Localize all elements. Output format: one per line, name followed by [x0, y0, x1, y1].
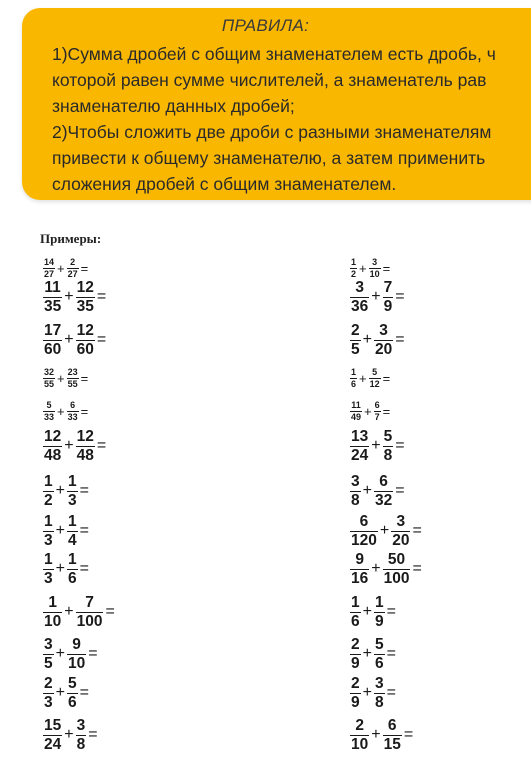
- second-fraction: [369, 258, 381, 279]
- rule-line-4: 2)Чтобы сложить две дроби с разными знаменателям: [52, 122, 492, 142]
- second-fraction-numerator: 2: [70, 256, 76, 267]
- second-fraction-denominator: 10: [369, 268, 380, 279]
- rule-line-6: сложения дробей с общим знаменателем.: [52, 174, 397, 194]
- first-fraction-denominator: 9: [351, 654, 360, 672]
- second-fraction-numerator: 6: [70, 399, 76, 410]
- second-fraction-denominator: 8: [374, 693, 384, 711]
- plus-sign: +: [364, 403, 372, 419]
- first-fraction: [43, 595, 62, 629]
- first-fraction-numerator: 1: [44, 513, 53, 530]
- equals-sign: =: [79, 560, 89, 577]
- second-fraction-denominator: 35: [76, 297, 94, 315]
- plus-sign: +: [359, 370, 367, 386]
- exercise-right-5: [350, 401, 390, 422]
- first-fraction: [43, 429, 62, 463]
- second-fraction-denominator: 3: [67, 491, 77, 509]
- plus-sign: +: [371, 560, 381, 577]
- first-fraction: [43, 676, 54, 710]
- first-fraction: [350, 474, 361, 508]
- plus-sign: +: [379, 522, 390, 539]
- first-fraction-denominator: 9: [351, 693, 360, 711]
- first-fraction-numerator: 15: [44, 717, 62, 734]
- plus-sign: +: [362, 331, 372, 348]
- first-fraction-denominator: 33: [44, 411, 55, 422]
- second-fraction-denominator: 20: [392, 531, 410, 549]
- equals-sign: =: [79, 522, 89, 539]
- first-fraction: [350, 401, 362, 422]
- rule-line-3: знаменателю данных дробей;: [52, 96, 295, 116]
- first-fraction-denominator: 27: [44, 268, 55, 279]
- first-fraction-denominator: 10: [351, 735, 369, 753]
- first-fraction-numerator: 2: [351, 636, 360, 653]
- first-fraction: [350, 280, 369, 314]
- first-fraction-numerator: 2: [44, 675, 53, 692]
- first-fraction-denominator: 35: [44, 297, 62, 315]
- exercise-right-2: [350, 280, 405, 314]
- equals-sign: =: [403, 726, 414, 743]
- second-fraction-denominator: 12: [369, 378, 380, 389]
- second-fraction-denominator: 27: [67, 268, 78, 279]
- first-fraction: [43, 514, 54, 548]
- exercise-left-8: [43, 514, 89, 548]
- second-fraction: [374, 676, 385, 710]
- plus-sign: +: [362, 603, 372, 620]
- plus-sign: +: [64, 603, 74, 620]
- second-fraction: [67, 368, 79, 389]
- second-fraction-numerator: 1: [67, 513, 77, 530]
- first-fraction-numerator: 2: [351, 675, 360, 692]
- plus-sign: +: [57, 260, 65, 276]
- first-fraction-numerator: 2: [351, 322, 360, 339]
- exercise-left-9: [43, 552, 89, 586]
- equals-sign: =: [80, 403, 89, 419]
- first-fraction-numerator: 3: [351, 473, 360, 490]
- second-fraction: [67, 552, 78, 586]
- first-fraction-numerator: 14: [44, 256, 55, 267]
- second-fraction: [67, 514, 78, 548]
- plus-sign: +: [55, 560, 65, 577]
- first-fraction-denominator: 55: [44, 378, 55, 389]
- second-fraction: [383, 280, 394, 314]
- first-fraction-denominator: 16: [351, 569, 369, 587]
- first-fraction: [350, 323, 361, 357]
- exercise-right-7: [350, 474, 405, 508]
- exercise-right-1: [350, 258, 390, 279]
- second-fraction-denominator: 9: [374, 612, 384, 630]
- first-fraction-numerator: 3: [44, 636, 53, 653]
- examples-label: Примеры:: [40, 231, 102, 246]
- second-fraction: [76, 323, 95, 357]
- exercise-right-9: [350, 552, 422, 586]
- first-fraction-numerator: 1: [44, 551, 53, 568]
- exercise-right-12: [350, 676, 396, 710]
- first-fraction-numerator: 32: [44, 366, 55, 377]
- second-fraction-denominator: 9: [383, 297, 393, 315]
- exercise-right-10: [350, 595, 396, 629]
- second-fraction-numerator: 6: [387, 717, 397, 734]
- second-fraction: [383, 552, 411, 586]
- second-fraction-denominator: 100: [383, 569, 410, 587]
- first-fraction-numerator: 1: [44, 473, 53, 490]
- first-fraction: [43, 401, 55, 422]
- second-fraction-numerator: 1: [67, 551, 77, 568]
- second-fraction: [67, 676, 78, 710]
- second-fraction-denominator: 100: [76, 612, 103, 630]
- equals-sign: =: [96, 437, 107, 454]
- first-fraction-numerator: 1: [48, 594, 57, 611]
- second-fraction-numerator: 5: [67, 675, 77, 692]
- first-fraction-numerator: 13: [351, 428, 369, 445]
- second-fraction-numerator: 7: [383, 279, 393, 296]
- second-fraction-denominator: 33: [67, 411, 78, 422]
- first-fraction: [43, 637, 54, 671]
- exercise-left-5: [43, 401, 88, 422]
- second-fraction: [369, 368, 381, 389]
- equals-sign: =: [88, 645, 98, 662]
- second-fraction-denominator: 15: [383, 735, 401, 753]
- first-fraction: [43, 368, 55, 389]
- second-fraction: [374, 595, 385, 629]
- first-fraction: [350, 676, 361, 710]
- second-fraction-numerator: 5: [372, 366, 378, 377]
- plus-sign: +: [55, 522, 65, 539]
- exercise-left-4: [43, 368, 88, 389]
- first-fraction: [350, 595, 361, 629]
- second-fraction-numerator: 50: [387, 551, 406, 568]
- first-fraction-denominator: 36: [351, 297, 369, 315]
- plus-sign: +: [64, 437, 74, 454]
- second-fraction-denominator: 8: [383, 446, 393, 464]
- second-fraction-denominator: 60: [76, 340, 94, 358]
- exercise-right-13: [350, 718, 413, 752]
- equals-sign: =: [386, 645, 396, 662]
- second-fraction-numerator: 3: [76, 717, 86, 734]
- first-fraction: [43, 552, 54, 586]
- exercise-left-1: [43, 258, 88, 279]
- second-fraction-denominator: 7: [374, 411, 380, 422]
- first-fraction: [43, 718, 62, 752]
- second-fraction-numerator: 12: [76, 322, 94, 339]
- exercise-right-4: [350, 368, 390, 389]
- rule-line-1: 1)Сумма дробей с общим знаменателем есть дробь, ч: [52, 44, 496, 64]
- second-fraction: [76, 280, 95, 314]
- second-fraction-denominator: 6: [67, 569, 77, 587]
- equals-sign: =: [80, 260, 89, 276]
- second-fraction-numerator: 3: [372, 256, 378, 267]
- second-fraction: [374, 474, 393, 508]
- first-fraction-denominator: 8: [351, 491, 360, 509]
- second-fraction: [374, 401, 381, 422]
- first-fraction-denominator: 10: [44, 612, 62, 630]
- second-fraction: [67, 258, 79, 279]
- plus-sign: +: [359, 260, 367, 276]
- exercise-right-6: [350, 429, 405, 463]
- first-fraction-denominator: 24: [44, 735, 62, 753]
- second-fraction: [391, 514, 410, 548]
- second-fraction-denominator: 6: [374, 654, 384, 672]
- first-fraction-denominator: 2: [44, 491, 53, 509]
- plus-sign: +: [64, 726, 74, 743]
- plus-sign: +: [57, 370, 65, 386]
- second-fraction-denominator: 4: [67, 531, 77, 549]
- plus-sign: +: [362, 684, 372, 701]
- second-fraction-numerator: 5: [383, 428, 393, 445]
- equals-sign: =: [88, 726, 98, 743]
- second-fraction-denominator: 8: [76, 735, 86, 753]
- equals-sign: =: [395, 288, 405, 305]
- first-fraction: [43, 280, 62, 314]
- exercise-left-12: [43, 676, 89, 710]
- exercise-left-10: [43, 595, 115, 629]
- second-fraction-denominator: 20: [374, 340, 393, 358]
- first-fraction: [43, 474, 54, 508]
- second-fraction: [383, 718, 402, 752]
- first-fraction-numerator: 12: [44, 428, 62, 445]
- first-fraction-numerator: 17: [44, 322, 62, 339]
- equals-sign: =: [412, 522, 422, 539]
- first-fraction-denominator: 5: [351, 340, 360, 358]
- first-fraction-numerator: 1: [351, 366, 357, 377]
- plus-sign: +: [371, 288, 381, 305]
- plus-sign: +: [362, 645, 372, 662]
- first-fraction-denominator: 3: [44, 693, 53, 711]
- equals-sign: =: [386, 603, 396, 620]
- first-fraction-denominator: 24: [351, 446, 369, 464]
- first-fraction: [43, 258, 55, 279]
- plus-sign: +: [57, 403, 65, 419]
- second-fraction-numerator: 9: [72, 636, 81, 653]
- exercise-right-11: [350, 637, 396, 671]
- plus-sign: +: [55, 645, 65, 662]
- plus-sign: +: [55, 482, 65, 499]
- first-fraction-denominator: 120: [351, 531, 377, 549]
- first-fraction: [350, 429, 369, 463]
- second-fraction: [76, 718, 87, 752]
- equals-sign: =: [80, 370, 89, 386]
- second-fraction: [383, 429, 394, 463]
- first-fraction: [350, 718, 369, 752]
- exercise-left-13: [43, 718, 98, 752]
- exercise-left-3: [43, 323, 106, 357]
- plus-sign: +: [371, 437, 381, 454]
- equals-sign: =: [382, 403, 391, 419]
- first-fraction-denominator: 49: [351, 411, 362, 422]
- first-fraction-denominator: 5: [44, 654, 53, 672]
- second-fraction: [67, 401, 79, 422]
- second-fraction-denominator: 48: [76, 446, 94, 464]
- first-fraction-numerator: 11: [351, 399, 361, 410]
- first-fraction-denominator: 60: [44, 340, 62, 358]
- first-fraction: [43, 323, 62, 357]
- first-fraction-denominator: 3: [44, 531, 53, 549]
- second-fraction-numerator: 3: [374, 675, 384, 692]
- second-fraction-numerator: 12: [76, 279, 94, 296]
- first-fraction-numerator: 1: [351, 594, 360, 611]
- first-fraction-denominator: 6: [351, 612, 360, 630]
- first-fraction: [350, 258, 357, 279]
- equals-sign: =: [382, 260, 391, 276]
- second-fraction-numerator: 3: [396, 513, 406, 530]
- first-fraction-denominator: 3: [44, 569, 53, 587]
- second-fraction: [76, 429, 95, 463]
- equals-sign: =: [96, 331, 107, 348]
- second-fraction: [76, 595, 104, 629]
- second-fraction-numerator: 6: [379, 473, 388, 490]
- first-fraction: [350, 368, 357, 389]
- first-fraction: [350, 552, 369, 586]
- second-fraction-numerator: 1: [67, 473, 77, 490]
- equals-sign: =: [412, 560, 422, 577]
- second-fraction-denominator: 55: [67, 378, 78, 389]
- second-fraction-numerator: 5: [374, 636, 384, 653]
- rules-title: ПРАВИЛА:: [221, 16, 310, 35]
- plus-sign: +: [64, 331, 74, 348]
- second-fraction-denominator: 6: [67, 693, 77, 711]
- second-fraction-numerator: 3: [379, 322, 388, 339]
- equals-sign: =: [395, 331, 405, 348]
- second-fraction-numerator: 6: [374, 399, 380, 410]
- plus-sign: +: [64, 288, 74, 305]
- exercise-right-8: [350, 514, 422, 548]
- equals-sign: =: [96, 288, 107, 305]
- equals-sign: =: [79, 684, 89, 701]
- exercise-left-2: [43, 280, 106, 314]
- equals-sign: =: [79, 482, 89, 499]
- first-fraction-numerator: 1: [351, 256, 357, 267]
- first-fraction-numerator: 11: [44, 279, 61, 296]
- equals-sign: =: [382, 370, 391, 386]
- first-fraction-denominator: 48: [44, 446, 62, 464]
- plus-sign: +: [55, 684, 65, 701]
- first-fraction-numerator: 2: [355, 717, 364, 734]
- second-fraction-numerator: 23: [67, 366, 78, 377]
- equals-sign: =: [386, 684, 396, 701]
- exercise-left-6: [43, 429, 106, 463]
- second-fraction-numerator: 1: [374, 594, 384, 611]
- rule-line-2: которой равен сумме числителей, а знаменатель рав: [52, 70, 487, 90]
- exercise-left-7: [43, 474, 89, 508]
- first-fraction-numerator: 9: [355, 551, 364, 568]
- equals-sign: =: [105, 603, 115, 620]
- second-fraction: [67, 637, 86, 671]
- first-fraction-numerator: 3: [355, 279, 364, 296]
- first-fraction-numerator: 6: [359, 513, 369, 530]
- second-fraction: [67, 474, 78, 508]
- second-fraction: [374, 323, 393, 357]
- equals-sign: =: [395, 482, 405, 499]
- second-fraction-numerator: 7: [85, 594, 94, 611]
- equals-sign: =: [395, 437, 405, 454]
- second-fraction: [374, 637, 385, 671]
- exercise-right-3: [350, 323, 405, 357]
- second-fraction-denominator: 10: [67, 654, 86, 672]
- second-fraction-numerator: 12: [76, 428, 94, 445]
- first-fraction: [350, 637, 361, 671]
- rule-line-5: привести к общему знаменателю, а затем применить: [52, 148, 486, 168]
- first-fraction-denominator: 6: [351, 378, 357, 389]
- plus-sign: +: [371, 726, 381, 743]
- first-fraction: [350, 514, 378, 548]
- plus-sign: +: [362, 482, 372, 499]
- first-fraction-denominator: 2: [351, 268, 357, 279]
- second-fraction-denominator: 32: [374, 491, 393, 509]
- first-fraction-numerator: 5: [46, 399, 52, 410]
- exercise-left-11: [43, 637, 98, 671]
